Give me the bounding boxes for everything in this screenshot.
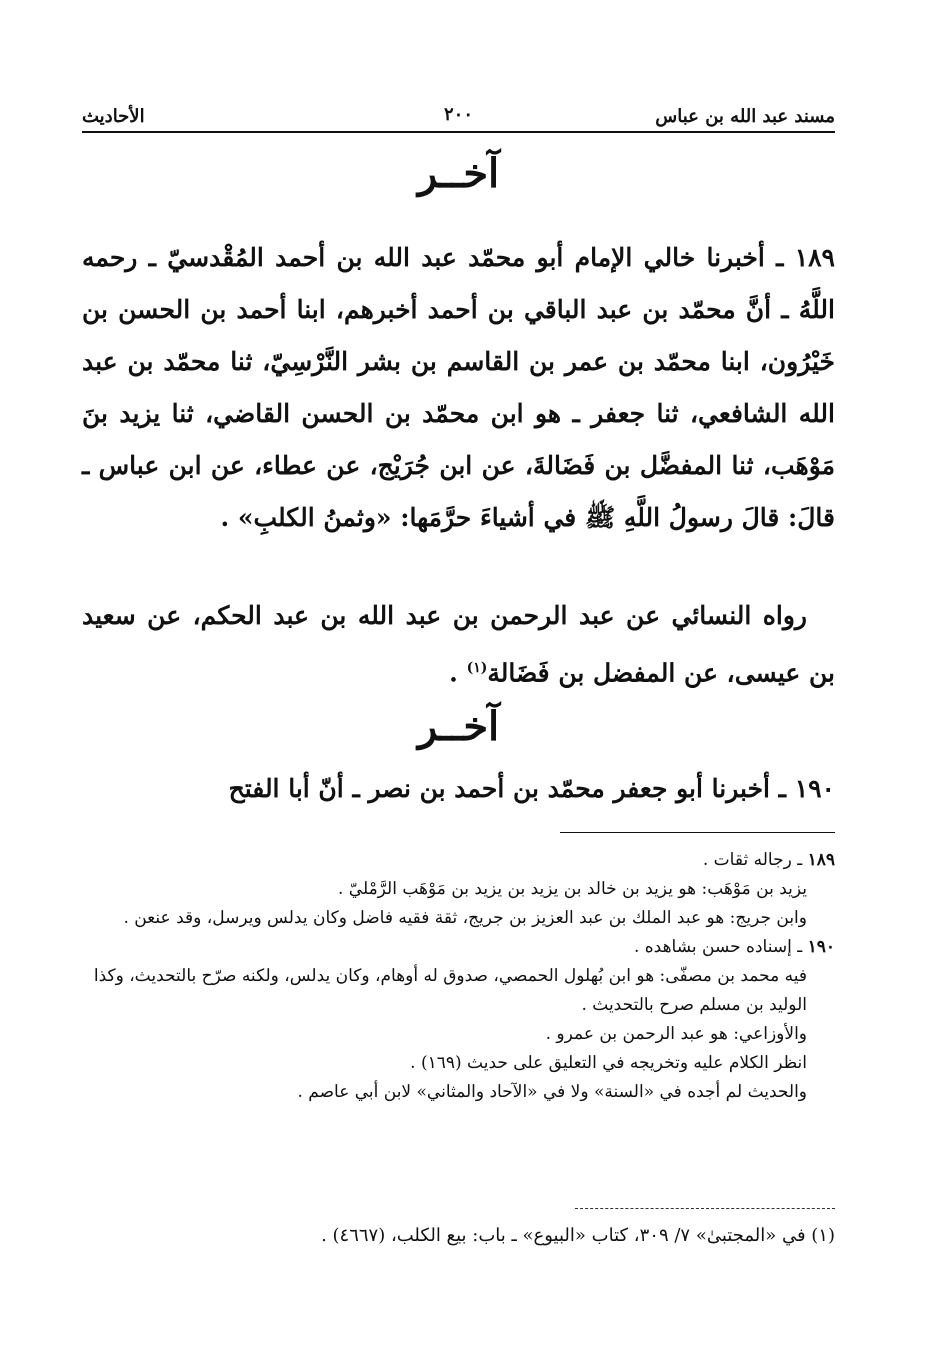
section-heading: آخــر bbox=[417, 150, 500, 197]
running-header bbox=[82, 93, 835, 133]
header-section-title: الأحاديث bbox=[82, 106, 145, 127]
hadith-190-text bbox=[82, 763, 835, 815]
footnote-reference[interactable]: (١) bbox=[466, 660, 488, 676]
note-line: وابن جريج: هو عبد الملك بن عبد العزيز بن جريج، ثقة فقيه فاضل وكان يدلس ويرسل، وقد عنعن . bbox=[123, 908, 807, 928]
narration-end: . bbox=[449, 658, 467, 688]
hadith-189-text bbox=[82, 232, 835, 544]
footnote-divider bbox=[575, 1208, 835, 1209]
hadith-190-body: ١٩٠ ـ أخبرنا أبو جعفر محمّد بن أحمد بن نصر ـ أنّ أبا الفتح bbox=[228, 774, 835, 803]
note-line: يزيد بن مَوْهَب: هو يزيد بن خالد بن يزيد بن يزيد بن مَوْهَب الرَّمْليّ . bbox=[337, 879, 807, 899]
note-line: انظر الكلام عليه وتخريجه في التعليق على حديث (١٦٩) . bbox=[410, 1053, 807, 1073]
hadith-notes bbox=[82, 846, 835, 1107]
hadith-189-body: ١٨٩ ـ أخبرنا خالي الإمام أبو محمّد عبد الله بن أحمد المُقْدسيّ ـ رحمه اللَّهُ ـ أنَّ محمّد بن عبد الباقي بن أحمد أخبرهم، ابنا أحمد بن الحسن بن خَيْرُون، ابنا محمّد بن عمر بن القاسم بن بشر النَّرْسِيّ، ثنا محمّد بن عبد الله الشافعي، ثنا جعفر ـ هو ابن محمّد بن الحسن القاضي، ثنا يزيد بنَ مَوْهَب، ثنا المفضَّل بن فَضَالةَ، عن ابن جُرَيْج، عن عطاء، عن ابن عباس ـ قالَ: قالَ رسولُ اللَّهِ ﷺ في أشياءَ حرَّمَها: «وثمنُ الكلبِ» . bbox=[82, 243, 835, 532]
note-line: والأوزاعي: هو عبد الرحمن بن عمرو . bbox=[545, 1024, 807, 1044]
note-190-heading: ١٩٠ ـ إسناده حسن بشاهده . bbox=[633, 937, 835, 957]
notes-divider bbox=[560, 832, 835, 833]
note-line: والحديث لم أجده في «السنة» ولا في «الآحاد والمثاني» لابن أبي عاصم . bbox=[297, 1082, 807, 1102]
note-189-heading: ١٨٩ ـ رجاله ثقات . bbox=[702, 850, 835, 870]
section-heading: آخــر bbox=[417, 703, 500, 750]
hadith-189-narration bbox=[82, 590, 835, 699]
note-line: فيه محمد بن مصفّى: هو ابن بُهلول الحمصي، صدوق له أوهام، وكان يدلس، ولكنه صرّح بالتحديث، وكذا الوليد بن مسلم صرح بالتحديث . bbox=[93, 966, 807, 1015]
page-footnote: (١) في «المجتبىٰ» ٧/ ٣٠٩، كتاب «البيوع» ـ باب: بيع الكلب، (٤٦٦٧) . bbox=[321, 1225, 835, 1246]
page-number: ٢٠٠ bbox=[443, 104, 474, 125]
narration-text: رواه النسائي عن عبد الرحمن بن عبد الله بن عبد الحكم، عن سعيد بن عيسى، عن المفضل بن فَضَالة bbox=[82, 601, 835, 688]
header-book-title: مسند عبد الله بن عباس bbox=[655, 106, 835, 127]
